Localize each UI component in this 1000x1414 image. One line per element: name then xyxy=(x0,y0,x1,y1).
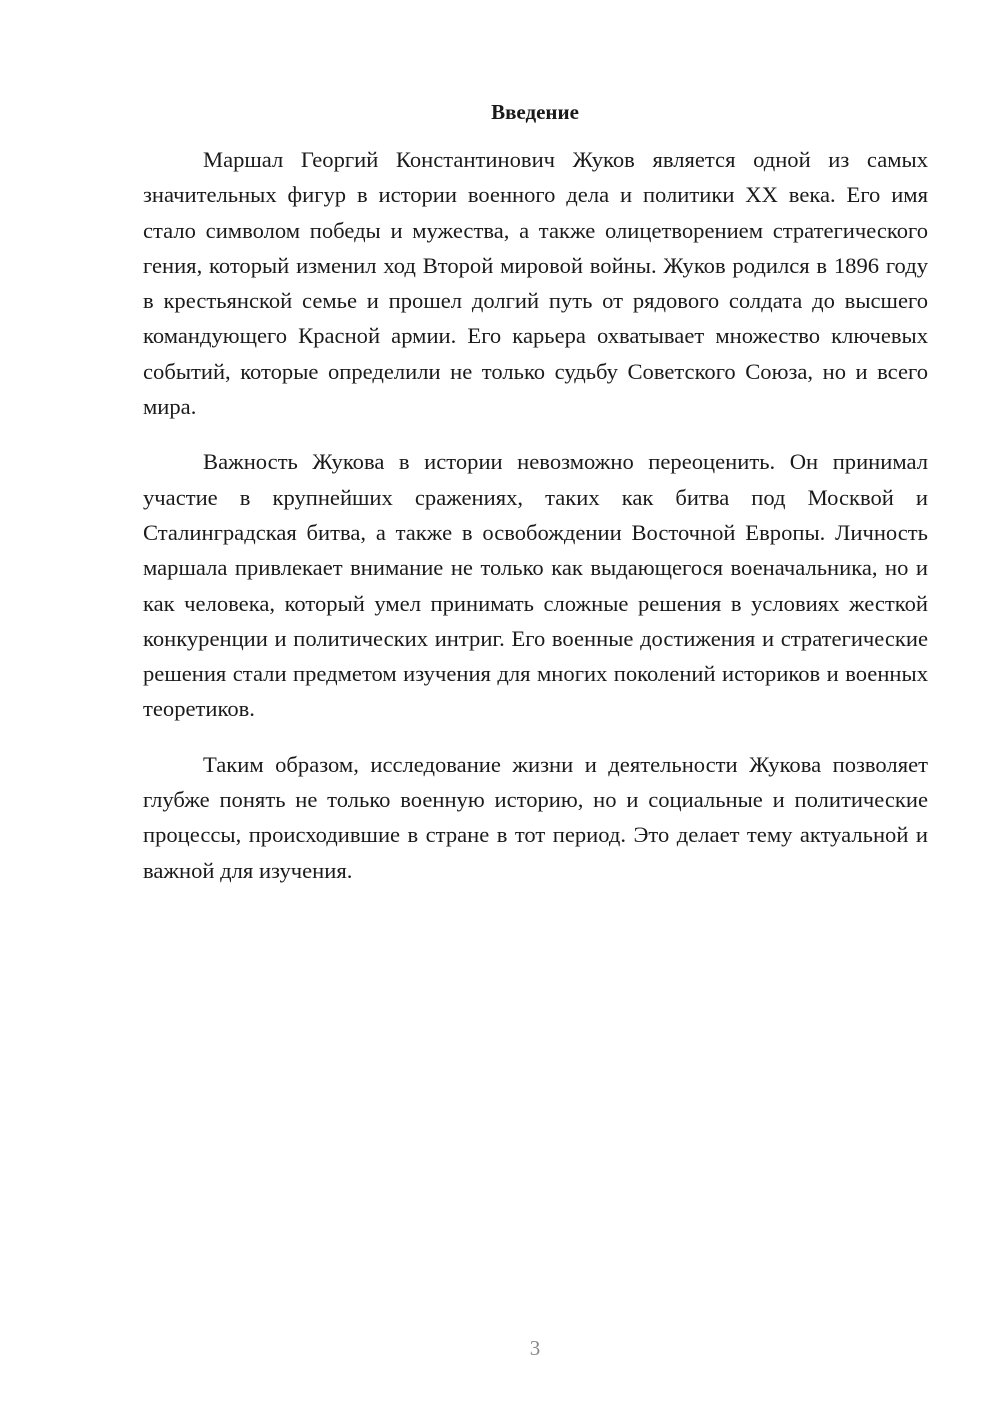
page-number: 3 xyxy=(529,1336,541,1360)
section-heading: Введение xyxy=(491,100,579,124)
paragraph-3: Таким образом, исследование жизни и деятельности Жукова позволяет глубже понять не только военную историю, но и социальные и политические процессы, происходившие в стране в тот период. Это делает тему актуальной и важной для изучения. xyxy=(143,751,928,883)
body-text xyxy=(143,142,928,908)
paragraph-1: Маршал Георгий Константинович Жуков является одной из самых значительных фигур в истории военного дела и политики XX века. Его имя стало символом победы и мужества, а также олицетворением стратегического гения, который изменил ход Второй мировой войны. Жуков родился в 1896 году в крестьянской семье и прошел долгий путь от рядового солдата до высшего командующего Красной армии. Его карьера охватывает множество ключевых событий, которые определили не только судьбу Советского Союза, но и всего мира. xyxy=(143,147,928,420)
paragraph-2: Важность Жукова в истории невозможно переоценить. Он принимал участие в крупнейших сражениях, таких как битва под Москвой и Сталинградская битва, а также в освобождении Восточной Европы. Личность маршала привлекает внимание не только как выдающегося военачальника, но и как человека, который умел принимать сложные решения в условиях жесткой конкуренции и политических интриг. Его военные достижения и стратегические решения стали предметом изучения для многих поколений историков и военных теоретиков. xyxy=(143,449,928,722)
